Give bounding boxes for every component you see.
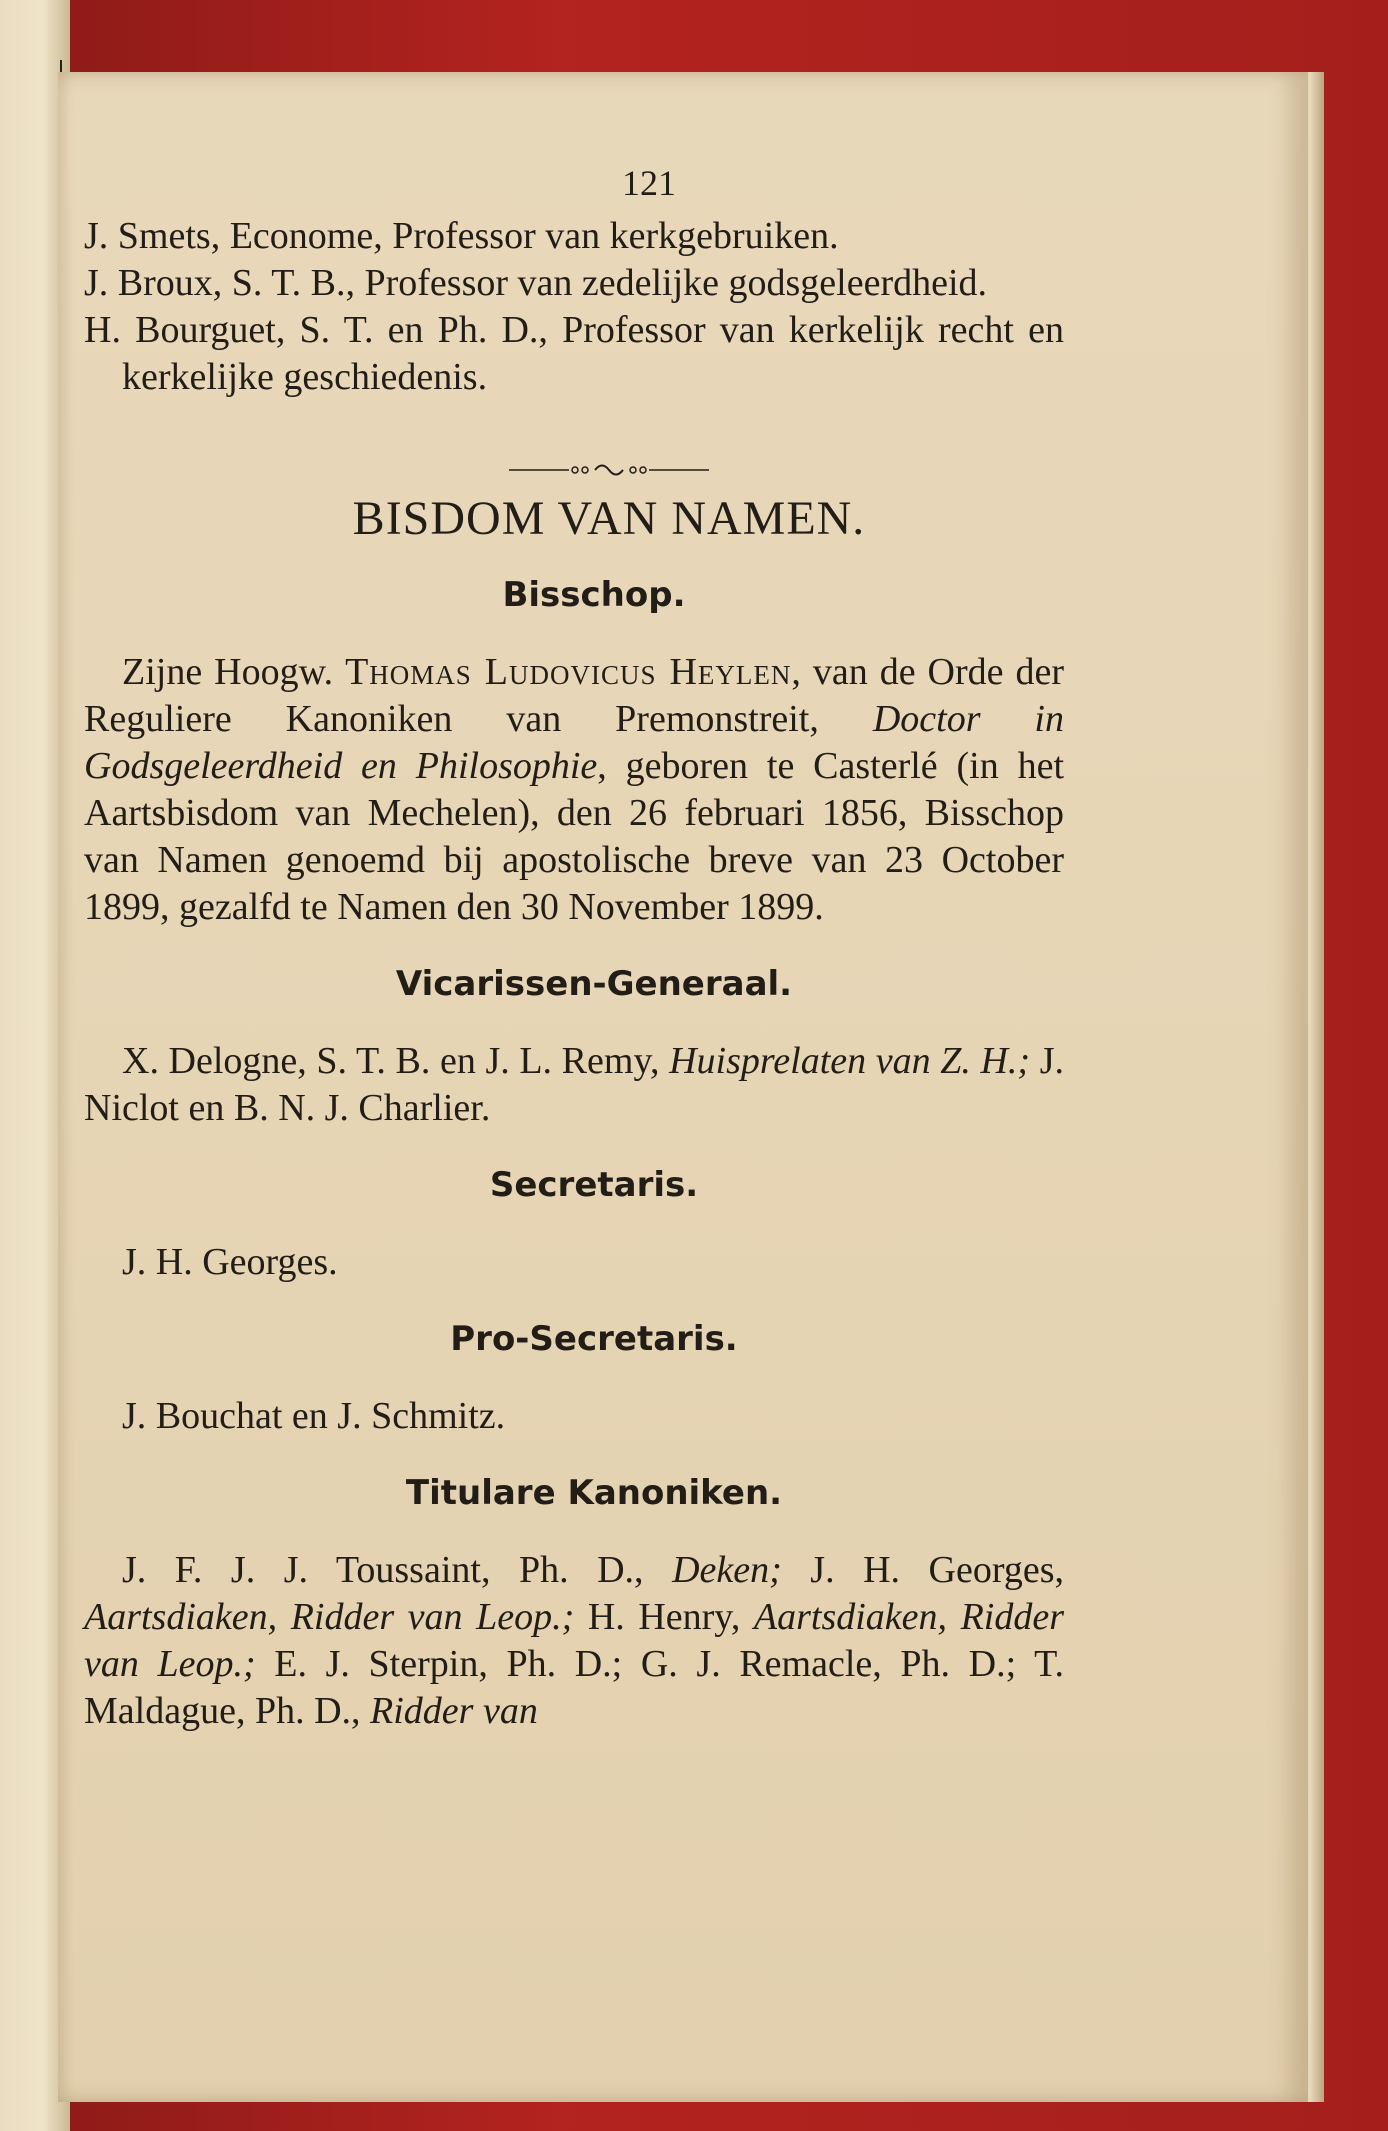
heading-secretaris: Secretaris. bbox=[489, 1165, 699, 1205]
bisschop-text1: , van de Orde der Reguliere Kanoniken van Premonstreit, bbox=[84, 651, 1064, 740]
page-number: 121 bbox=[622, 163, 676, 203]
paragraph-bisschop bbox=[84, 649, 1064, 931]
paragraph-vicarissen bbox=[84, 1038, 1064, 1132]
paragraph-secretaris: J. H. Georges. bbox=[122, 1241, 338, 1283]
entry-broux: J. Broux, S. T. B., Professor van zedelijke godsgeleerdheid. bbox=[84, 262, 988, 304]
entry-smets: J. Smets, Econome, Professor van kerkgebruiken. bbox=[84, 215, 839, 257]
kanoniken-i1: Deken; bbox=[672, 1549, 782, 1591]
heading-pro-secretaris: Pro-Secretaris. bbox=[450, 1319, 738, 1359]
kanoniken-t2: J. H. Georges, bbox=[781, 1549, 1064, 1591]
paragraph-pro-secretaris: J. Bouchat en J. Schmitz. bbox=[122, 1395, 506, 1437]
vicarissen-text2: J. Niclot en B. N. J. Charlier. bbox=[84, 1040, 1064, 1129]
diocese-title: BISDOM VAN NAMEN. bbox=[352, 492, 866, 545]
vicarissen-text1: X. Delogne, S. T. B. en J. L. Remy, bbox=[122, 1040, 670, 1082]
kanoniken-i4: Ridder van bbox=[370, 1690, 538, 1732]
bisschop-name: Thomas Ludovicus Heylen bbox=[345, 651, 792, 693]
kanoniken-i2: Aartsdiaken, Ridder van Leop.; bbox=[84, 1596, 575, 1638]
kanoniken-t1: J. F. J. J. Toussaint, Ph. D., bbox=[122, 1549, 673, 1591]
kanoniken-t3: H. Henry, bbox=[574, 1596, 754, 1638]
ornament-icon bbox=[509, 460, 709, 480]
entry-bourguet: H. Bourguet, S. T. en Ph. D., Professor van kerkelijk recht en kerkelijke geschiedenis. bbox=[84, 309, 1064, 398]
paragraph-kanoniken bbox=[84, 1547, 1064, 1735]
bisschop-degree: Doctor in Godsgeleerdheid en Philosophie bbox=[84, 698, 1064, 787]
page-text bbox=[84, 160, 1064, 1735]
kanoniken-i3: Aartsdiaken, Ridder van Leop.; bbox=[84, 1596, 1065, 1685]
heading-bisschop: Bisschop. bbox=[502, 575, 686, 615]
ornament-divider bbox=[154, 445, 1064, 465]
bisschop-text2: , geboren te Casterlé (in het Aartsbisdom van Mechelen), den 26 februari 1856, Bisschop van Namen genoemd bij apostolische breve van 23 October 1899, gezalfd te Namen den 30 November 1899. bbox=[84, 745, 1064, 928]
heading-kanoniken: Titulare Kanoniken. bbox=[405, 1473, 783, 1513]
vicarissen-italic: Huisprelaten van Z. H.; bbox=[669, 1040, 1031, 1082]
bisschop-lead: Zijne Hoogw. bbox=[122, 651, 346, 693]
heading-vicarissen: Vicarissen-Generaal. bbox=[395, 964, 793, 1004]
kanoniken-t4: E. J. Sterpin, Ph. D.; G. J. Remacle, Ph. D.; T. Maldague, Ph. D., bbox=[84, 1643, 1064, 1732]
